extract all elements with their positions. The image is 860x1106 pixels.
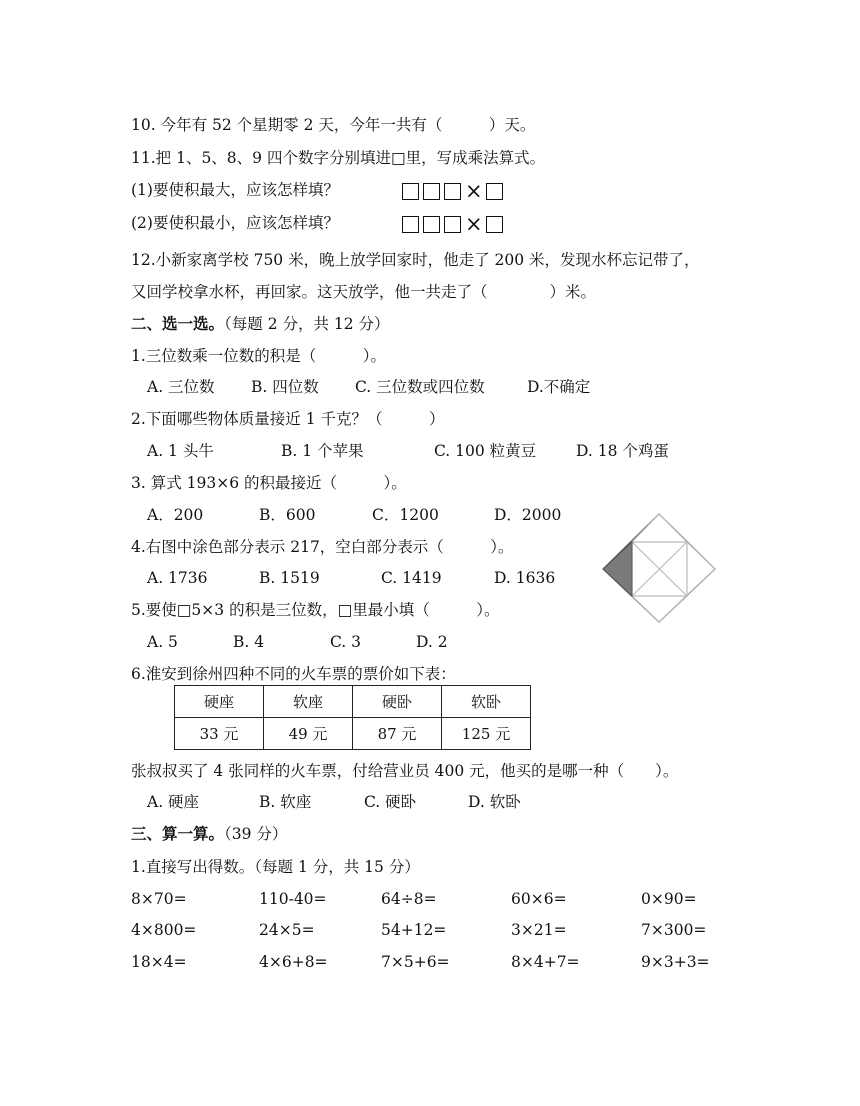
- calc-item: 7×300=: [641, 921, 707, 939]
- calc-item: 7×5+6=: [381, 953, 450, 971]
- mc-6-option-c: C. 硬卧: [364, 793, 417, 811]
- calc-item: 60×6=: [511, 890, 567, 908]
- fare-table-price-row: [175, 718, 531, 750]
- calc-item: 8×70=: [131, 890, 187, 908]
- mc-4-option-c: C. 1419: [381, 569, 442, 587]
- fare-price-cell: 33 元: [175, 718, 264, 750]
- mc-6-option-a: A. 硬座: [147, 793, 200, 811]
- calc-item: 18×4=: [131, 953, 187, 971]
- answer-box: [444, 216, 461, 233]
- calc-item: 54+12=: [381, 921, 447, 939]
- calc-item: 64÷8=: [381, 890, 437, 908]
- mc-4-option-b: B. 1519: [259, 569, 320, 587]
- section-2-title: 二、选一选。: [131, 314, 225, 333]
- mc-question-5: 5.要使□5×3 的积是三位数，□里最小填（ ）。: [131, 601, 500, 619]
- mc-5-option-b: B. 4: [233, 633, 265, 651]
- fare-price-cell: 49 元: [264, 718, 353, 750]
- calc-item: 110-40=: [259, 890, 327, 908]
- mc-1-option-d: D.不确定: [527, 378, 591, 396]
- fare-price-cell: 125 元: [442, 718, 531, 750]
- mc-5-option-c: C. 3: [330, 633, 362, 651]
- mc-5-option-a: A. 5: [147, 633, 178, 651]
- answer-box: [423, 183, 440, 200]
- answer-box: [486, 183, 503, 200]
- mc-1-option-c: C. 三位数或四位数: [355, 378, 485, 396]
- mc-question-4: 4.右图中涂色部分表示 217，空白部分表示（ ）。: [131, 538, 514, 556]
- mc-2-option-d: D. 18 个鸡蛋: [576, 442, 669, 460]
- question-11-part-2: [131, 212, 339, 234]
- section-3-note: （39 分）: [224, 825, 288, 843]
- mc-2-option-b: B. 1 个苹果: [281, 442, 364, 460]
- mc-3-option-a: A．200: [147, 506, 204, 524]
- question-12-line-2: 又回学校拿水杯，再回家。这天放学，他一共走了（ ）米。: [131, 283, 597, 301]
- fare-header-cell: 软座: [264, 686, 353, 718]
- section-3-title: 三、算一算。: [131, 824, 225, 843]
- fare-table-header-row: [175, 686, 531, 718]
- mc-1-option-a: A. 三位数: [147, 378, 215, 396]
- answer-boxes-min: [402, 212, 507, 235]
- mc-2-option-a: A. 1 头牛: [147, 442, 214, 460]
- fare-table: [174, 685, 531, 750]
- multiply-sign: ×: [465, 212, 483, 236]
- section-2-note: （每题 2 分，共 12 分）: [224, 315, 390, 333]
- answer-box: [402, 216, 419, 233]
- mc-6-option-d: D. 软卧: [468, 793, 521, 811]
- mc-3-option-b: B．600: [259, 506, 316, 524]
- section-2-heading: [131, 313, 390, 335]
- mc-3-option-c: C．1200: [372, 506, 439, 524]
- mc-question-6: 6.淮安到徐州四种不同的火车票的票价如下表：: [131, 665, 456, 683]
- answer-box: [486, 216, 503, 233]
- mc-1-option-b: B. 四位数: [251, 378, 319, 396]
- answer-boxes-max: [402, 179, 507, 202]
- mc-4-option-d: D. 1636: [494, 569, 556, 587]
- calc-item: 0×90=: [641, 890, 697, 908]
- section-3-heading: [131, 823, 287, 845]
- calc-item: 3×21=: [511, 921, 567, 939]
- answer-box: [444, 183, 461, 200]
- calc-item: 4×6+8=: [259, 953, 328, 971]
- question-11-part-1-text: (1)要使积最大，应该怎样填？: [131, 181, 339, 199]
- shaded-triangle: [603, 542, 632, 596]
- mc-4-option-a: A. 1736: [147, 569, 208, 587]
- answer-box: [423, 216, 440, 233]
- mc-6-option-b: B. 软座: [259, 793, 312, 811]
- question-11-part-1: [131, 179, 339, 201]
- question-11: 11.把 1、5、8、9 四个数字分别填进□里，写成乘法算式。: [131, 149, 546, 167]
- calc-item: 8×4+7=: [511, 953, 580, 971]
- mc-2-option-c: C. 100 粒黄豆: [434, 442, 537, 460]
- shaded-diamond-figure: [600, 512, 718, 624]
- mc-question-3: 3. 算式 193×6 的积最接近（ ）。: [131, 474, 407, 492]
- question-12-line-1: 12.小新家离学校 750 米，晚上放学回家时，他走了 200 米，发现水杯忘记带了，: [131, 251, 700, 269]
- mc-3-option-d: D．2000: [494, 506, 562, 524]
- fare-price-cell: 87 元: [353, 718, 442, 750]
- mc-question-2: 2.下面哪些物体质量接近 1 千克？（ ）: [131, 410, 445, 428]
- calc-item: 24×5=: [259, 921, 315, 939]
- fare-header-cell: 软卧: [442, 686, 531, 718]
- answer-box: [402, 183, 419, 200]
- mc-question-6-followup: 张叔叔买了 4 张同样的火车票，付给营业员 400 元，他买的是哪一种（ ）。: [131, 762, 679, 780]
- calc-item: 9×3+3=: [641, 953, 710, 971]
- fare-header-cell: 硬座: [175, 686, 264, 718]
- mc-5-option-d: D. 2: [416, 633, 448, 651]
- multiply-sign: ×: [465, 179, 483, 203]
- mc-question-1: 1.三位数乘一位数的积是（ ）。: [131, 347, 387, 365]
- fare-header-cell: 硬卧: [353, 686, 442, 718]
- question-11-part-2-text: (2)要使积最小，应该怎样填？: [131, 214, 339, 232]
- section-3-subheading: 1.直接写出得数。（每题 1 分，共 15 分）: [131, 858, 420, 876]
- question-10: 10. 今年有 52 个星期零 2 天，今年一共有（ ）天。: [131, 116, 536, 134]
- calc-item: 4×800=: [131, 921, 197, 939]
